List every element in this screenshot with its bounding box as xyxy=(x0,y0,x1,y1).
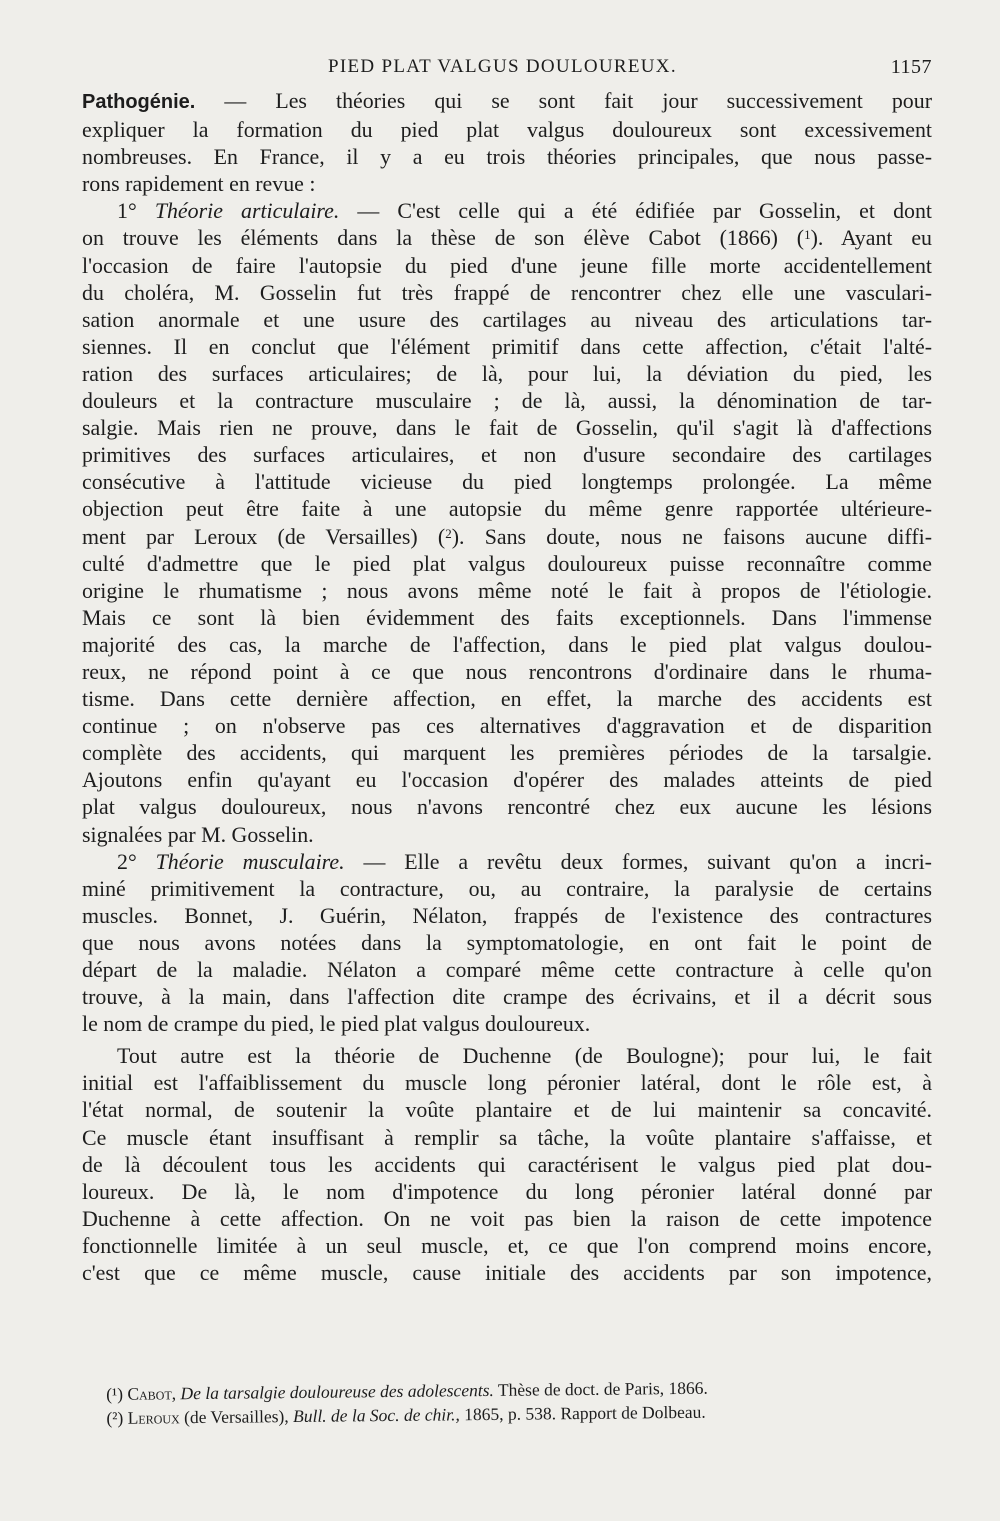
text-line: c'est que ce même muscle, cause initiale des accidents par son impotence, xyxy=(82,1260,932,1286)
subsection-title: Théorie articulaire. xyxy=(154,198,340,224)
text-line: continue ; on n'observe pas ces alternatives d'aggravation et de disparition xyxy=(82,713,932,739)
text-line: Ce muscle étant insuffisant à remplir sa tâche, la voûte plantaire s'affaisse, et xyxy=(82,1124,932,1150)
text-line: nombreuses. En France, il y a eu trois théories principales, que nous passe- xyxy=(82,144,932,170)
text-line: origine le rhumatisme ; nous avons même noté le fait à propos de l'étiologie. xyxy=(82,577,932,603)
text-line: départ de la maladie. Nélaton a comparé même cette contracture à celle qu'on xyxy=(82,957,932,982)
text-line: plat valgus douloureux, nous n'avons rencontré chez eux aucune les lésions xyxy=(82,794,932,820)
subsection-title: Théorie musculaire. xyxy=(155,848,345,874)
text-line: tisme. Dans cette dernière affection, en effet, la marche des accidents est xyxy=(82,686,932,712)
text-line: l'occasion de faire l'autopsie du pied d'une jeune fille morte accidentellement xyxy=(82,252,932,278)
page-number: 1157 xyxy=(890,56,932,78)
text-line: ration des surfaces articulaires; de là, pour lui, la déviation du pied, les xyxy=(82,360,932,386)
running-title: PIED PLAT VALGUS DOULOUREUX. xyxy=(328,56,677,77)
section-heading: Pathogénie. xyxy=(82,91,196,113)
text-line: de là découlent tous les accidents qui caractérisent le valgus pied plat dou- xyxy=(82,1151,932,1177)
footnote-mark: (¹) xyxy=(106,1383,124,1404)
footnote-mark: (²) xyxy=(106,1407,124,1428)
text-line: reux, ne répond point à ce que nous rencontrons d'ordinaire dans le rhuma- xyxy=(82,658,932,684)
text-line: miné primitivement la contracture, ou, au contraire, la paralysie de certains xyxy=(82,875,932,901)
text-line: l'état normal, de soutenir la voûte plantaire et de lui maintenir sa concavité. xyxy=(82,1097,932,1123)
text-line: le nom de crampe du pied, le pied plat valgus douloureux. xyxy=(82,1011,591,1037)
text-line: sation anormale et une usure des cartilages au niveau des articulations tar- xyxy=(82,306,932,332)
text-line: du choléra, M. Gosselin fut très frappé de rencontrer chez elle une vasculari- xyxy=(82,279,932,305)
text-line: douleurs et la contracture musculaire ; de là, aussi, la dénomination de tar- xyxy=(82,388,932,414)
footnote-title: De la tarsalgie douloureuse des adolescents. xyxy=(180,1379,494,1404)
text-line: ment par Leroux (de Versailles) ($^2$). Sans doute, nous ne faisons aucune diffi- xyxy=(82,523,932,549)
text-line: muscles. Bonnet, J. Guérin, Nélaton, frappés de l'existence des contractures xyxy=(82,902,932,928)
text-line: salgie. Mais rien ne prouve, dans le fait de Gosselin, qu'il s'agit là d'affections xyxy=(82,415,932,441)
text-line: primitives des surfaces articulaires, et non d'usure secondaire des cartilages xyxy=(82,442,932,468)
footnote-ref: 2 xyxy=(445,525,452,541)
text-line: loureux. De là, le nom d'impotence du long péronier latéral donné par xyxy=(82,1178,932,1204)
text-line: que nous avons notées dans la symptomatologie, en ont fait le point de xyxy=(82,929,932,955)
footnote-author: Cabot, xyxy=(127,1383,177,1404)
footnote-ref: 1 xyxy=(804,227,811,243)
text-line: majorité des cas, la marche de l'affection, dans le pied plat valgus doulou- xyxy=(82,631,932,657)
footnote-title: Bull. de la Soc. de chir., xyxy=(292,1404,460,1427)
text-line: signalées par M. Gosselin. xyxy=(82,821,314,847)
text-line: siennes. Il en conclut que l'élément primitif dans cette affection, c'était l'alté- xyxy=(82,333,932,359)
text-line: complète des accidents, qui marquent les premières périodes de la tarsalgie. xyxy=(82,740,932,766)
text-line: expliquer la formation du pied plat valgus douloureux sont excessivement xyxy=(82,117,932,143)
text-line: fonctionnelle limitée à un seul muscle, et, ce que l'on comprend moins encore, xyxy=(82,1232,932,1258)
text-line: objection peut être faite à une autopsie du même genre rapportée ultérieure- xyxy=(82,496,932,522)
text-line: Mais ce sont là bien évidemment des faits exceptionnels. Dans l'immense xyxy=(82,604,932,630)
body-text xyxy=(82,87,932,1286)
text-line: 1° Théorie articulaire. — C'est celle qui a été édifiée par Gosselin, et dont xyxy=(117,198,932,224)
footnotes xyxy=(106,1374,886,1430)
text-line: culté d'admettre que le pied plat valgus douloureux puisse reconnaître comme xyxy=(82,550,932,576)
footnote-1: (¹) Cabot, De la tarsalgie douloureuse des adolescents. Thèse de doct. de Paris, 1866. xyxy=(106,1377,708,1404)
text-line: 2° Théorie musculaire. — Elle a revêtu deux formes, suivant qu'on a incri- xyxy=(117,848,932,874)
running-head xyxy=(118,56,932,84)
text-line: consécutive à l'attitude vicieuse du pied longtemps prolongée. La même xyxy=(82,469,932,495)
text-line: rons rapidement en revue : xyxy=(82,171,316,197)
text-line: trouve, à la main, dans l'affection dite crampe des écrivains, et il a décrit sous xyxy=(82,984,932,1010)
text-line: initial est l'affaiblissement du muscle long péronier latéral, dont le rôle est, à xyxy=(82,1070,932,1096)
text-line: on trouve les éléments dans la thèse de son élève Cabot (1866) ($^1$). Ayant eu xyxy=(82,225,932,251)
footnote-author: Leroux xyxy=(127,1407,180,1428)
text-line: Ajoutons enfin qu'ayant eu l'occasion d'opérer des malades atteints de pied xyxy=(82,767,932,793)
text-line: Duchenne à cette affection. On ne voit pas bien la raison de cette impotence xyxy=(82,1205,932,1231)
footnote-2: (²) Leroux (de Versailles), Bull. de la Soc. de chir., 1865, p. 538. Rapport de Dolbeau. xyxy=(106,1401,706,1428)
text-line: Pathogénie. — Les théories qui se sont fait jour successivement pour xyxy=(82,88,932,113)
text-line: Tout autre est la théorie de Duchenne (de Boulogne); pour lui, le fait xyxy=(117,1043,932,1069)
